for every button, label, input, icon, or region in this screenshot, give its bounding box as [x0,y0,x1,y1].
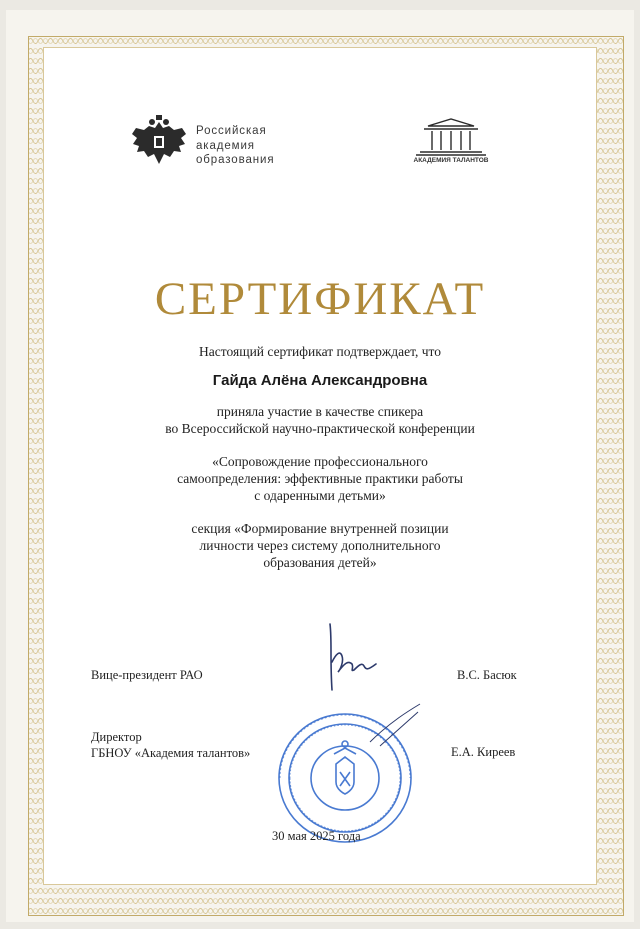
rao-line-1: Российская [196,125,267,137]
confirm-text: Настоящий сертификат подтверждает, что [199,344,441,359]
conference-line-3: с одаренными детьми» [254,488,386,503]
vp-title: Вице-президент РАО [91,668,203,682]
rao-line-3: образования [196,154,275,166]
recipient-name: Гайда Алёна Александровна [212,372,428,389]
participation-text [60,403,580,437]
director-title-line-2: ГБНОУ «Академия талантов» [91,746,251,760]
vp-signature [318,620,390,694]
conference-line-2: самоопределения: эффективные практики работы [177,471,463,486]
talents-logo-text: АКАДЕМИЯ ТАЛАНТОВ [413,157,489,164]
rao-line-2: академия [196,139,255,152]
double-headed-eagle-icon [128,114,190,170]
rao-logo-text [196,124,274,168]
director-title [91,729,250,761]
section-line-2: личности через систему дополнительного [199,538,441,553]
participation-line-1: приняла участие в качестве спикера [216,404,424,419]
conference-line-1: «Сопровождение профессионального [212,454,428,469]
section-title [60,520,580,571]
section-line-1: секция «Формирование внутренней позиции [191,521,449,536]
conference-title [60,453,580,504]
issue-date: 30 мая 2025 года [272,829,361,843]
participation-line-2: во Всероссийской научно-практической конференции [165,421,475,436]
vp-name: В.С. Басюк [457,668,517,682]
director-name: Е.А. Киреев [451,745,516,759]
section-line-3: образования детей» [263,555,377,570]
director-title-line-1: Директор [91,730,142,744]
certificate-title: СЕРТИФИКАТ [154,273,486,325]
academy-building-icon [406,116,496,156]
